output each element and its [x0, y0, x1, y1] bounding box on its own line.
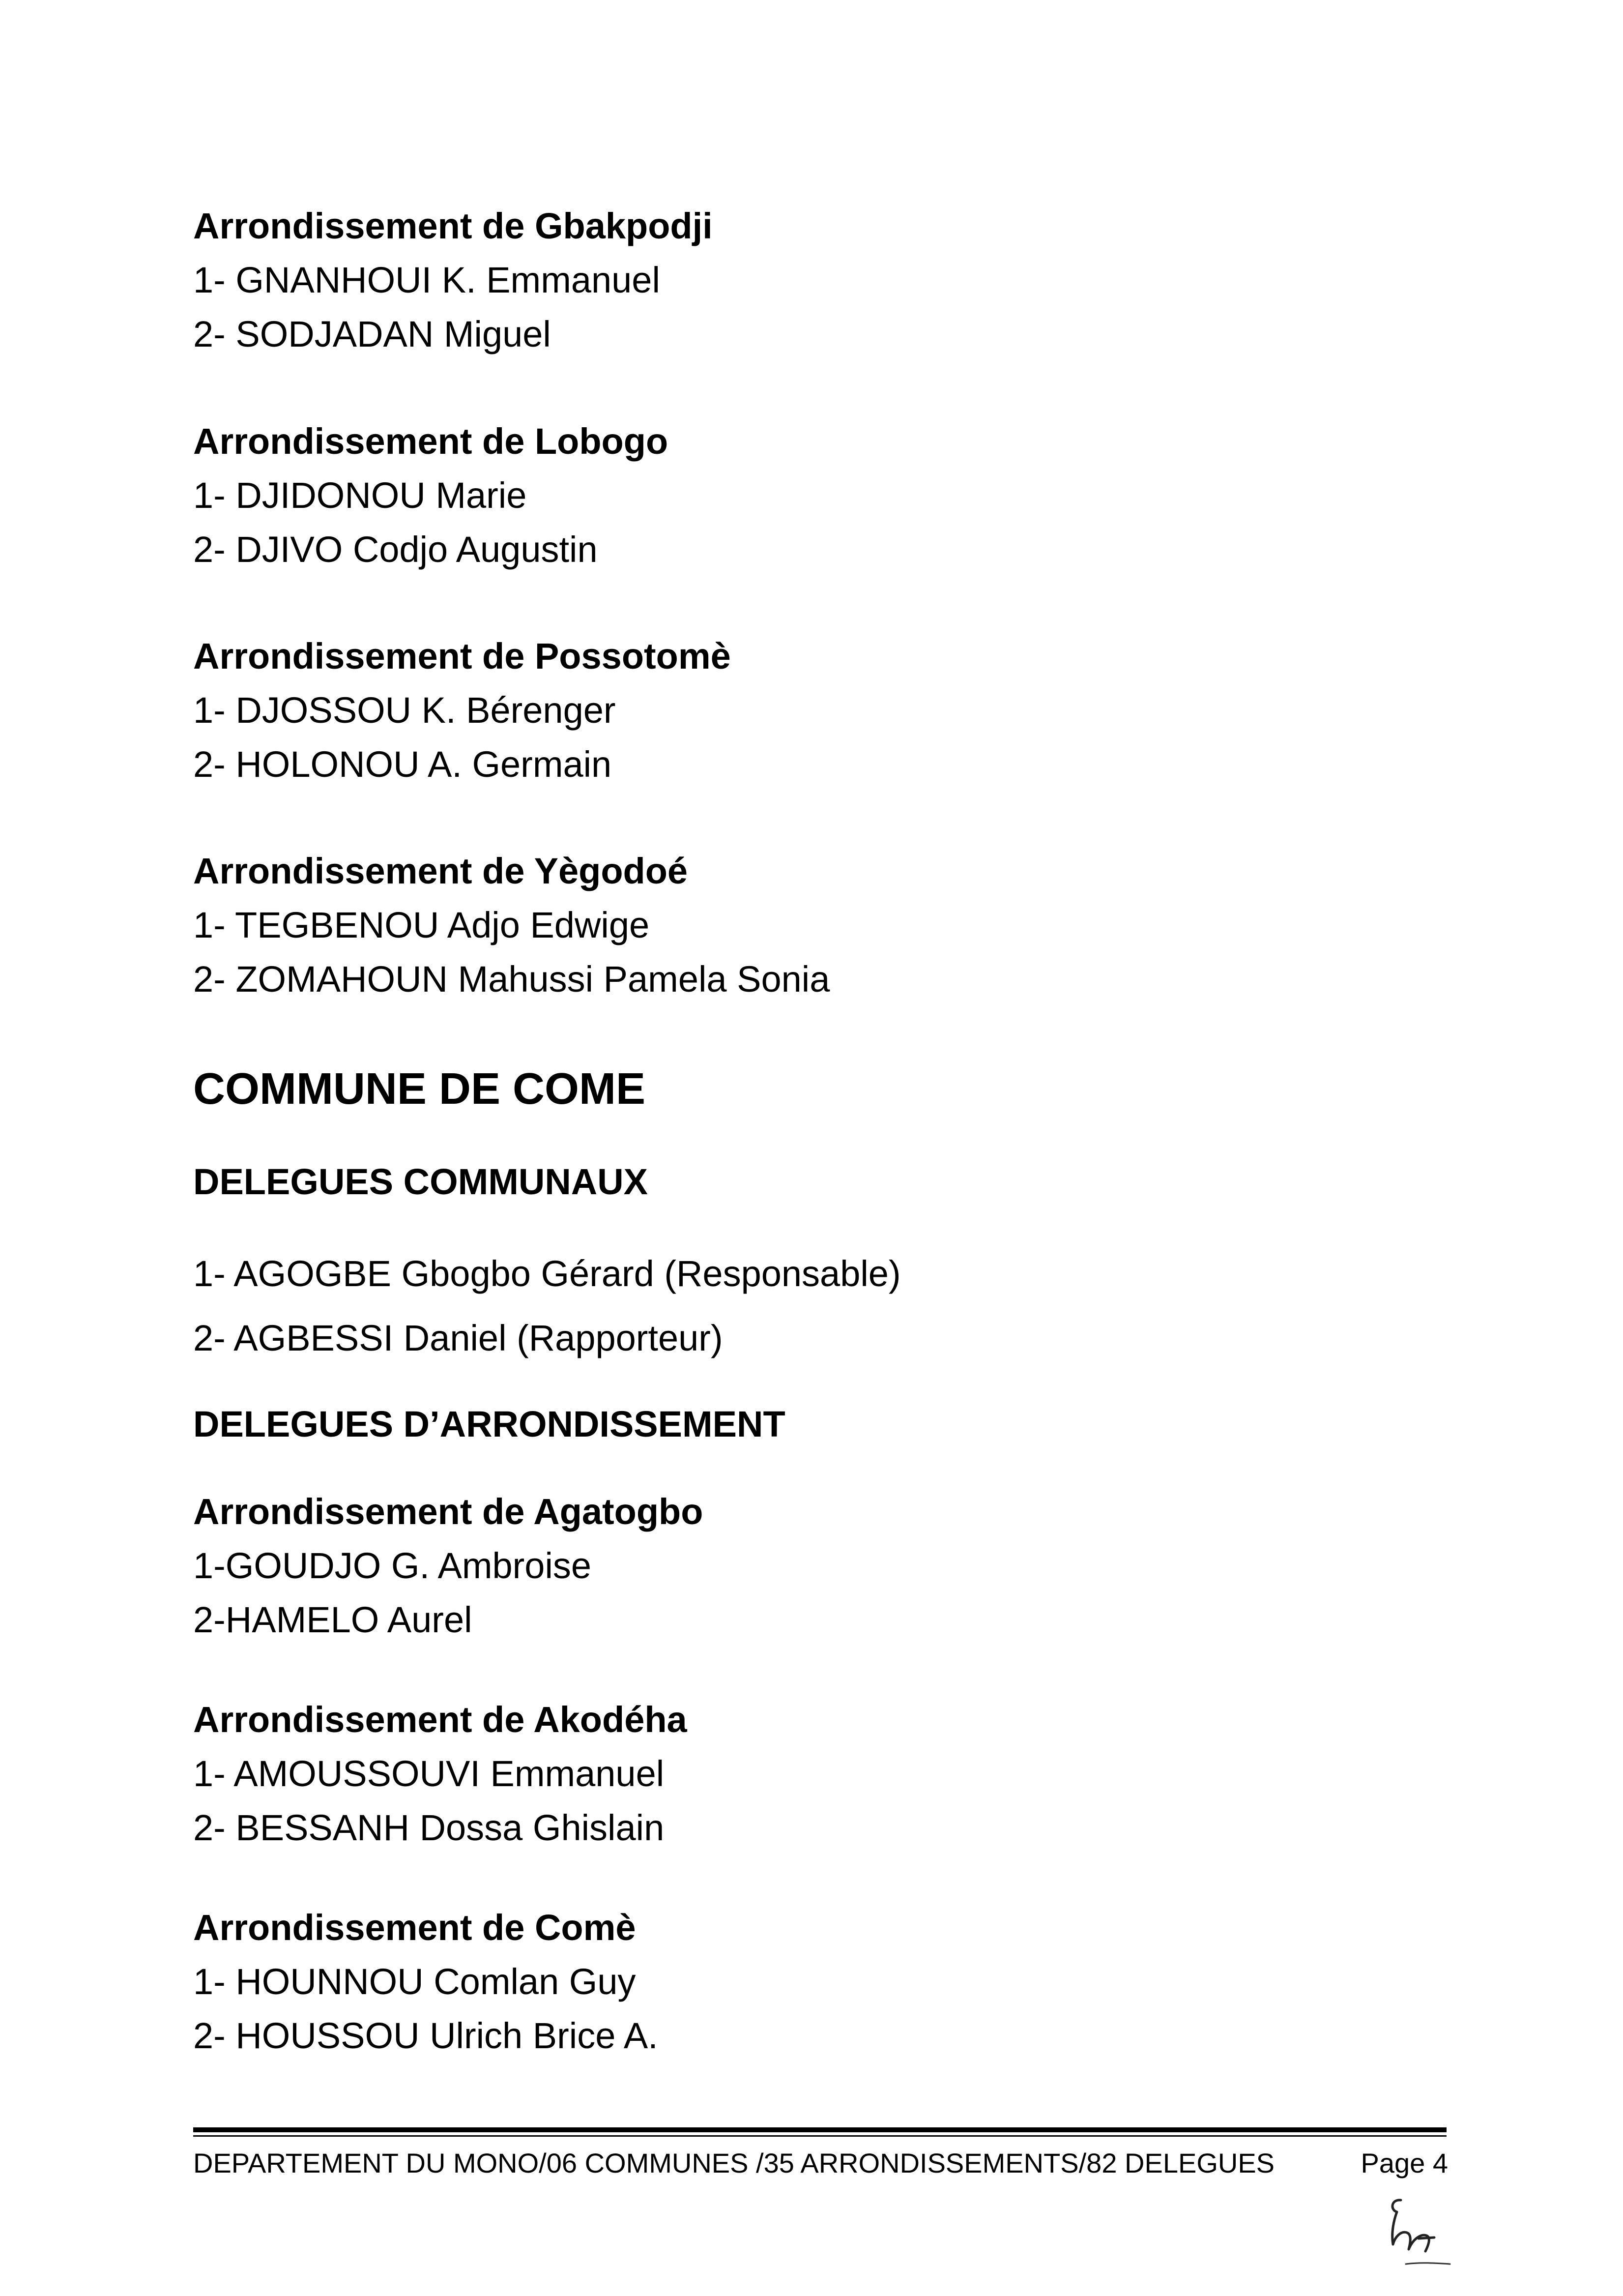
member-item: 1-GOUDJO G. Ambroise	[193, 1545, 592, 1586]
arrondissement-heading: Arrondissement de Yègodoé	[193, 851, 688, 891]
arrondissement-heading: Arrondissement de Akodéha	[193, 1699, 687, 1740]
delegues-communaux-title: DELEGUES COMMUNAUX	[193, 1161, 648, 1202]
arrondissement-section-gbakpodji	[193, 199, 1447, 361]
footer-divider-thin	[193, 2135, 1447, 2137]
member-item: 2- ZOMAHOUN Mahussi Pamela Sonia	[193, 959, 830, 1000]
delegues-arrondissement-title: DELEGUES D’ARRONDISSEMENT	[193, 1404, 785, 1444]
arrondissement-section-come	[193, 1901, 1447, 2063]
member-item: 1- GNANHOUI K. Emmanuel	[193, 260, 660, 300]
commune-title: COMMUNE DE COME	[193, 1064, 645, 1114]
member-item: 2-HAMELO Aurel	[193, 1599, 472, 1640]
arrondissement-heading: Arrondissement de Possotomè	[193, 636, 731, 677]
member-item: 2- BESSANH Dossa Ghislain	[193, 1807, 665, 1848]
member-item: 2- HOLONOU A. Germain	[193, 744, 612, 785]
arrondissement-section-agatogbo	[193, 1485, 1447, 1647]
member-item: 1- TEGBENOU Adjo Edwige	[193, 905, 650, 945]
arrondissement-heading: Arrondissement de Agatogbo	[193, 1491, 703, 1532]
member-item: 2- DJIVO Codjo Augustin	[193, 529, 598, 570]
member-item: 1- DJOSSOU K. Bérenger	[193, 690, 616, 731]
member-item: 1- DJIDONOU Marie	[193, 475, 527, 516]
arrondissement-section-akodeha	[193, 1693, 1447, 1855]
arrondissement-section-yegodoe	[193, 844, 1447, 1006]
handwritten-signature	[1371, 2190, 1455, 2269]
delegue-communal-item: 1- AGOGBE Gbogbo Gérard (Responsable)	[193, 1253, 901, 1294]
arrondissement-heading: Arrondissement de Lobogo	[193, 421, 668, 462]
footer-divider	[193, 2127, 1447, 2132]
arrondissement-heading: Arrondissement de Comè	[193, 1907, 636, 1948]
footer-text: DEPARTEMENT DU MONO/06 COMMUNES /35 ARRONDISSEMENTS/82 DELEGUES	[193, 2148, 1275, 2178]
delegue-communal-item: 2- AGBESSI Daniel (Rapporteur)	[193, 1318, 723, 1358]
member-item: 1- HOUNNOU Comlan Guy	[193, 1961, 636, 2002]
arrondissement-section-possotome	[193, 629, 1447, 792]
member-item: 2- HOUSSOU Ulrich Brice A.	[193, 2015, 658, 2056]
member-item: 2- SODJADAN Miguel	[193, 314, 551, 354]
arrondissement-section-lobogo	[193, 414, 1447, 577]
arrondissement-heading: Arrondissement de Gbakpodji	[193, 206, 713, 246]
member-item: 1- AMOUSSOUVI Emmanuel	[193, 1753, 665, 1794]
page-number: Page 4	[1361, 2148, 1448, 2178]
